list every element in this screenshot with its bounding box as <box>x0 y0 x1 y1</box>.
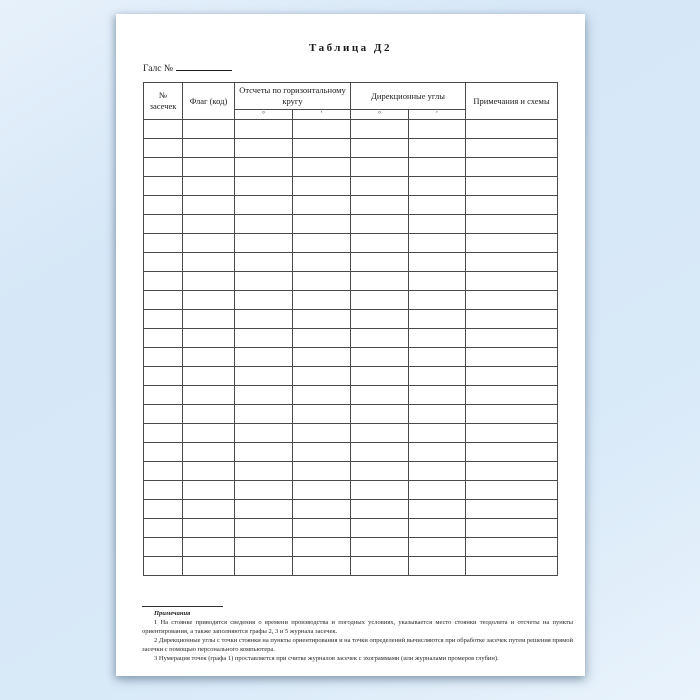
gals-label: Галс № <box>143 64 173 74</box>
table-cell <box>183 291 235 310</box>
table-cell <box>144 386 183 405</box>
table-cell <box>183 443 235 462</box>
table-cell <box>235 234 293 253</box>
table-cell <box>466 557 558 576</box>
table-cell <box>144 215 183 234</box>
table-cell <box>351 196 409 215</box>
table-cell <box>351 310 409 329</box>
table-cell <box>235 329 293 348</box>
table-cell <box>466 329 558 348</box>
table-row <box>144 158 558 177</box>
table-cell <box>409 424 466 443</box>
table-cell <box>466 519 558 538</box>
table-cell <box>466 443 558 462</box>
footnote-item-1: 1 На стоянке приводятся сведения о времени производства и погодных условиях, указывается место стоянки теодолита и отсчеты на пункты ориентирования, а также заполняются графы 2, 3 и 5 журнала засечек. <box>142 619 573 636</box>
footnotes-heading: Примечания <box>154 610 191 617</box>
subcol-header-angles-minutes: ′ <box>409 110 466 120</box>
table-cell <box>409 196 466 215</box>
table-cell <box>466 272 558 291</box>
footnote-separator-line <box>142 606 223 607</box>
table-cell <box>293 291 351 310</box>
table-cell <box>235 310 293 329</box>
table-cell <box>144 424 183 443</box>
table-cell <box>293 519 351 538</box>
table-cell <box>235 538 293 557</box>
gals-number-line <box>143 61 232 74</box>
table-cell <box>235 481 293 500</box>
table-cell <box>466 234 558 253</box>
table-cell <box>144 139 183 158</box>
table-row <box>144 234 558 253</box>
table-cell <box>183 310 235 329</box>
col-header-notes-schemes: Примечания и схемы <box>466 83 558 120</box>
table-cell <box>235 462 293 481</box>
table-cell <box>235 500 293 519</box>
table-cell <box>351 424 409 443</box>
table-cell <box>144 234 183 253</box>
table-cell <box>235 215 293 234</box>
table-cell <box>351 139 409 158</box>
table-header-row-main <box>144 83 558 110</box>
table-row <box>144 215 558 234</box>
col-header-flag-code: Флаг (код) <box>183 83 235 120</box>
table-cell <box>183 253 235 272</box>
table-cell <box>351 120 409 139</box>
table-cell <box>409 481 466 500</box>
table-cell <box>409 215 466 234</box>
table-cell <box>293 348 351 367</box>
table-row <box>144 405 558 424</box>
table-cell <box>351 462 409 481</box>
table-cell <box>183 139 235 158</box>
table-cell <box>293 196 351 215</box>
table-row <box>144 139 558 158</box>
table-cell <box>293 234 351 253</box>
table-cell <box>183 500 235 519</box>
table-cell <box>351 215 409 234</box>
col-header-horizontal-circle-readings: Отсчеты по горизонтальному кругу <box>235 83 351 110</box>
subcol-header-readings-degrees: ° <box>235 110 293 120</box>
table-cell <box>409 120 466 139</box>
table-cell <box>235 424 293 443</box>
table-row <box>144 177 558 196</box>
table-cell <box>409 405 466 424</box>
table-cell <box>183 234 235 253</box>
table-cell <box>144 538 183 557</box>
table-cell <box>351 158 409 177</box>
table-cell <box>293 462 351 481</box>
table-cell <box>183 348 235 367</box>
table-cell <box>235 139 293 158</box>
table-cell <box>144 253 183 272</box>
table-cell <box>466 215 558 234</box>
table-cell <box>144 310 183 329</box>
table-cell <box>235 386 293 405</box>
table-cell <box>293 310 351 329</box>
table-cell <box>466 253 558 272</box>
table-cell <box>235 158 293 177</box>
table-cell <box>466 310 558 329</box>
table-cell <box>351 234 409 253</box>
table-cell <box>351 557 409 576</box>
table-cell <box>409 253 466 272</box>
table-cell <box>144 367 183 386</box>
table-cell <box>409 310 466 329</box>
table-cell <box>351 519 409 538</box>
table-cell <box>235 196 293 215</box>
table-row <box>144 443 558 462</box>
table-cell <box>409 158 466 177</box>
table-cell <box>144 405 183 424</box>
table-cell <box>466 367 558 386</box>
table-cell <box>235 272 293 291</box>
table-cell <box>144 500 183 519</box>
table-cell <box>293 481 351 500</box>
footnotes-block <box>142 606 573 664</box>
table-cell <box>293 272 351 291</box>
table-cell <box>183 177 235 196</box>
col-header-direction-angles: Дирекционные углы <box>351 83 466 110</box>
table-cell <box>183 215 235 234</box>
table-cell <box>351 348 409 367</box>
table-row <box>144 557 558 576</box>
table-cell <box>351 443 409 462</box>
table-cell <box>466 462 558 481</box>
table-row <box>144 310 558 329</box>
table-cell <box>409 291 466 310</box>
table-cell <box>466 291 558 310</box>
table-row <box>144 481 558 500</box>
table-cell <box>409 139 466 158</box>
document-page <box>116 14 585 676</box>
table-cell <box>409 348 466 367</box>
table-cell <box>144 158 183 177</box>
table-cell <box>293 424 351 443</box>
table-cell <box>183 272 235 291</box>
table-cell <box>235 557 293 576</box>
table-cell <box>409 519 466 538</box>
table-cell <box>293 329 351 348</box>
table-cell <box>293 538 351 557</box>
table-cell <box>144 443 183 462</box>
table-cell <box>466 500 558 519</box>
table-cell <box>466 139 558 158</box>
table-row <box>144 348 558 367</box>
survey-table <box>143 82 558 576</box>
table-cell <box>293 158 351 177</box>
table-cell <box>466 405 558 424</box>
table-row <box>144 462 558 481</box>
table-cell <box>409 557 466 576</box>
table-cell <box>183 462 235 481</box>
table-row <box>144 291 558 310</box>
table-cell <box>466 196 558 215</box>
table-cell <box>144 462 183 481</box>
subcol-header-readings-minutes: ′ <box>293 110 351 120</box>
table-cell <box>183 538 235 557</box>
table-cell <box>293 253 351 272</box>
table-cell <box>351 405 409 424</box>
table-row <box>144 272 558 291</box>
table-cell <box>409 177 466 196</box>
table-row <box>144 500 558 519</box>
table-cell <box>235 348 293 367</box>
table-cell <box>183 386 235 405</box>
table-cell <box>351 329 409 348</box>
table-cell <box>183 519 235 538</box>
table-cell <box>183 424 235 443</box>
table-cell <box>183 367 235 386</box>
table-row <box>144 519 558 538</box>
table-cell <box>144 177 183 196</box>
table-cell <box>144 196 183 215</box>
gals-number-blank <box>176 61 232 71</box>
table-cell <box>351 481 409 500</box>
table-row <box>144 196 558 215</box>
table-cell <box>235 177 293 196</box>
table-cell <box>235 120 293 139</box>
table-cell <box>235 405 293 424</box>
table-row <box>144 424 558 443</box>
table-cell <box>466 348 558 367</box>
table-cell <box>409 443 466 462</box>
table-cell <box>351 177 409 196</box>
table-cell <box>293 215 351 234</box>
table-cell <box>351 500 409 519</box>
table-cell <box>293 386 351 405</box>
table-cell <box>183 405 235 424</box>
table-cell <box>466 538 558 557</box>
table-cell <box>466 386 558 405</box>
table-cell <box>293 120 351 139</box>
table-cell <box>466 481 558 500</box>
document-title: Таблица Д2 <box>309 42 392 54</box>
table-cell <box>466 424 558 443</box>
table-row <box>144 386 558 405</box>
table-cell <box>235 291 293 310</box>
table-cell <box>409 329 466 348</box>
table-row <box>144 367 558 386</box>
table-cell <box>293 367 351 386</box>
table-cell <box>183 557 235 576</box>
table-cell <box>466 177 558 196</box>
table-header <box>144 83 558 120</box>
table-cell <box>351 291 409 310</box>
table-cell <box>235 367 293 386</box>
table-cell <box>351 367 409 386</box>
table-cell <box>183 158 235 177</box>
table-cell <box>351 538 409 557</box>
table-cell <box>293 500 351 519</box>
table-cell <box>409 500 466 519</box>
table-row <box>144 120 558 139</box>
table-cell <box>293 557 351 576</box>
table-cell <box>351 386 409 405</box>
table-cell <box>235 519 293 538</box>
col-header-fix-number: № засечек <box>144 83 183 120</box>
table-cell <box>144 481 183 500</box>
table-cell <box>144 272 183 291</box>
footnote-item-2: 2 Дирекционные углы с точки стоянки на пункты ориентирования и на точки определений вычисляются при обработке засечек путем решения прямой засечки с помощью персонального компьютера. <box>142 637 573 654</box>
table-row <box>144 253 558 272</box>
table-cell <box>183 120 235 139</box>
table-row <box>144 329 558 348</box>
table-cell <box>293 443 351 462</box>
table-cell <box>144 557 183 576</box>
table-cell <box>409 462 466 481</box>
table-cell <box>409 234 466 253</box>
table-cell <box>144 329 183 348</box>
table-cell <box>144 348 183 367</box>
table-cell <box>235 443 293 462</box>
table-cell <box>351 272 409 291</box>
table-cell <box>466 158 558 177</box>
table-cell <box>409 386 466 405</box>
table-cell <box>351 253 409 272</box>
table-cell <box>409 538 466 557</box>
table-cell <box>183 481 235 500</box>
table-cell <box>293 405 351 424</box>
table-cell <box>466 120 558 139</box>
table-body <box>144 120 558 576</box>
subcol-header-angles-degrees: ° <box>351 110 409 120</box>
table-cell <box>144 120 183 139</box>
table-cell <box>409 272 466 291</box>
table-row <box>144 538 558 557</box>
table-cell <box>293 177 351 196</box>
footnote-item-3: 3 Нумерация точек (графа 1) проставляется при считке журналов засечек с эхограммами (или журналами промеров глубин). <box>154 655 499 663</box>
table-cell <box>409 367 466 386</box>
table-cell <box>144 519 183 538</box>
table-cell <box>144 291 183 310</box>
table-cell <box>235 253 293 272</box>
table-cell <box>183 329 235 348</box>
table-cell <box>293 139 351 158</box>
table-cell <box>183 196 235 215</box>
